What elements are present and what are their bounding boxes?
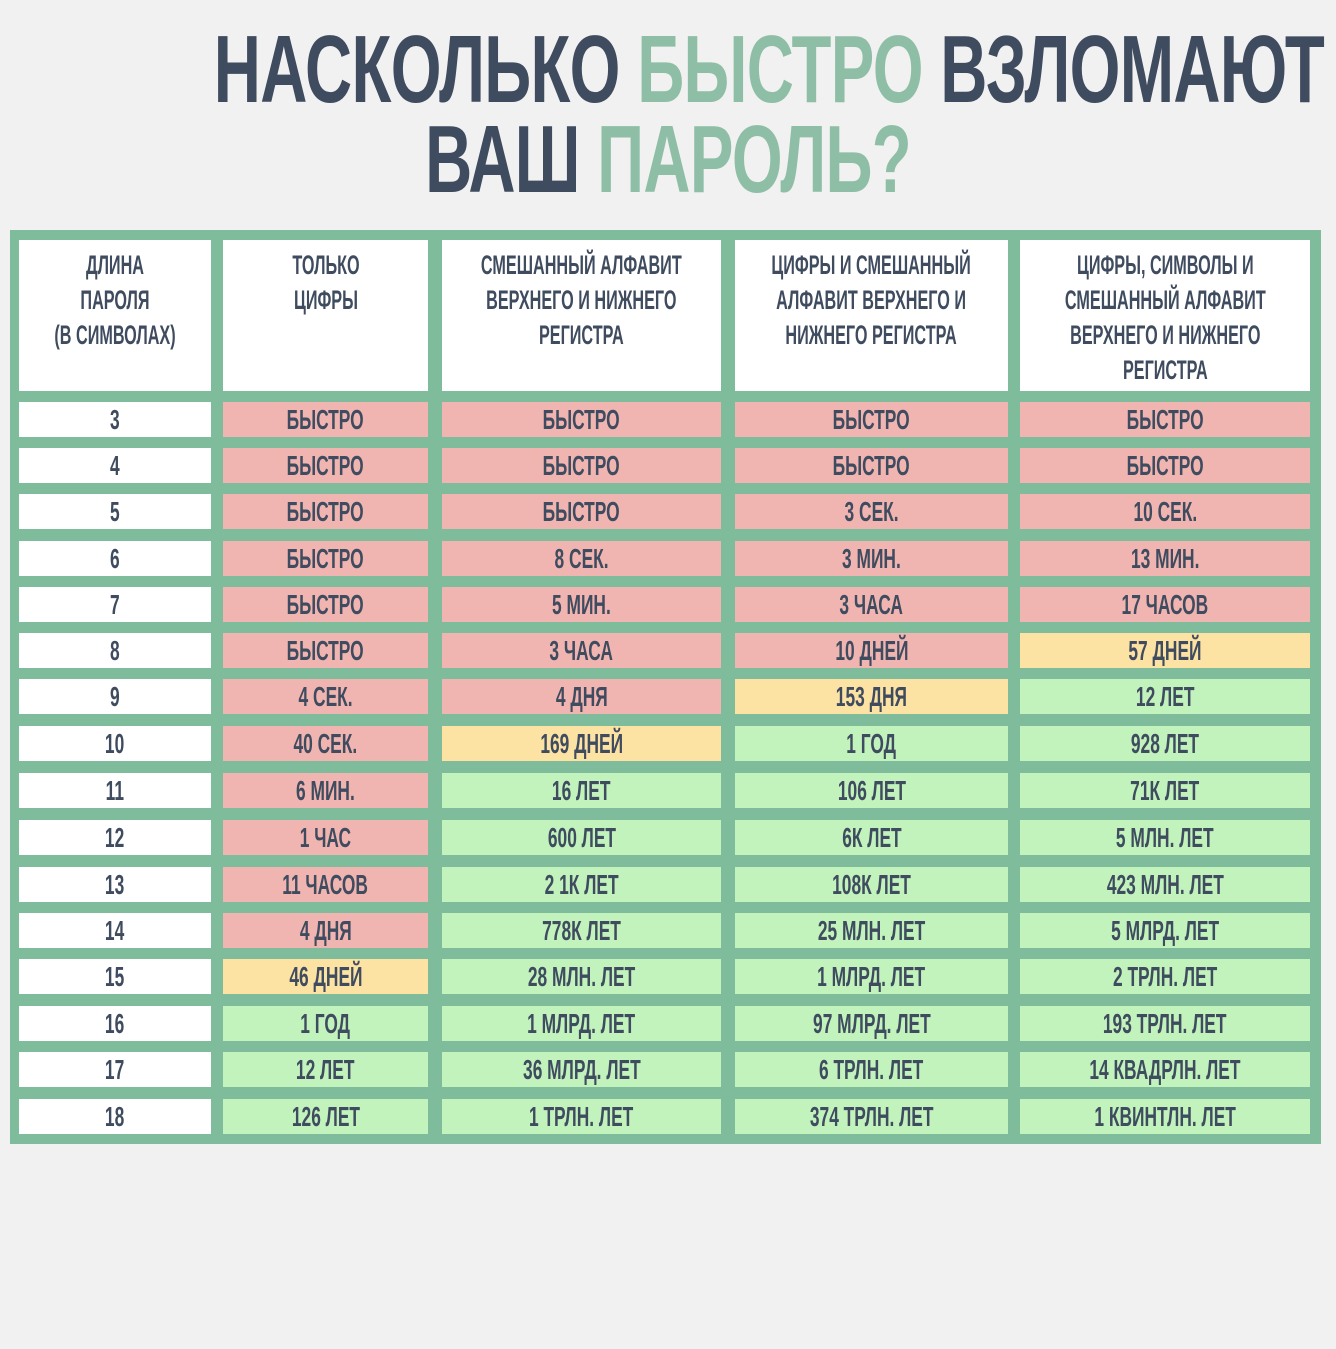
time-value: 3 МИН.	[842, 542, 901, 574]
time-cell-digits-only	[223, 587, 428, 622]
time-value: 374 ТРЛН. ЛЕТ	[809, 1100, 934, 1132]
time-cell-mixed-case	[442, 587, 721, 622]
time-value: БЫСТРО	[286, 634, 365, 666]
time-value: БЫСТРО	[286, 588, 365, 620]
time-value: БЫСТРО	[542, 449, 621, 481]
time-value: БЫСТРО	[1126, 449, 1204, 481]
time-value: 108К ЛЕТ	[832, 868, 911, 900]
time-cell-digits-mixed-case	[735, 726, 1008, 761]
time-cell-digits-symbols-mixed-case	[1020, 1052, 1310, 1087]
length-value: 16	[105, 1007, 125, 1039]
length-cell	[19, 587, 211, 622]
time-cell-mixed-case	[442, 402, 721, 437]
length-cell	[19, 913, 211, 948]
time-value: 778К ЛЕТ	[542, 914, 621, 946]
time-value: БЫСТРО	[832, 403, 911, 435]
time-cell-digits-symbols-mixed-case	[1020, 1099, 1310, 1134]
time-value: 3 ЧАСА	[549, 634, 614, 666]
time-value: 2 ТРЛН. ЛЕТ	[1112, 960, 1218, 992]
time-cell-digits-only	[223, 633, 428, 668]
length-cell	[19, 448, 211, 483]
title-part-1: НАСКОЛЬКО	[213, 16, 638, 123]
time-value: 8 СЕК.	[554, 542, 609, 574]
time-value: 5 МЛН. ЛЕТ	[1116, 821, 1214, 853]
time-value: 40 СЕК.	[293, 727, 358, 759]
time-value: БЫСТРО	[542, 495, 621, 527]
time-cell-digits-only	[223, 773, 428, 808]
time-value: БЫСТРО	[286, 542, 365, 574]
time-value: 6 ТРЛН. ЛЕТ	[819, 1053, 924, 1085]
time-cell-mixed-case	[442, 867, 721, 902]
time-cell-digits-mixed-case	[735, 820, 1008, 855]
title-part-3: ВАШ	[425, 106, 598, 213]
time-value: БЫСТРО	[286, 403, 365, 435]
length-value: 15	[105, 960, 125, 992]
time-value: 17 ЧАСОВ	[1121, 588, 1209, 620]
length-value: 10	[105, 727, 125, 759]
time-cell-digits-symbols-mixed-case	[1020, 820, 1310, 855]
page-title-line-2	[214, 106, 1122, 213]
time-value: 14 КВАДРЛН. ЛЕТ	[1089, 1053, 1241, 1085]
time-value: 5 МЛРД. ЛЕТ	[1110, 914, 1219, 946]
length-cell	[19, 633, 211, 668]
time-value: 3 ЧАСА	[839, 588, 904, 620]
length-value: 3	[110, 403, 120, 435]
length-cell	[19, 820, 211, 855]
time-value: 71К ЛЕТ	[1130, 774, 1200, 806]
time-cell-mixed-case	[442, 913, 721, 948]
time-value: 25 МЛН. ЛЕТ	[817, 914, 926, 946]
time-cell-digits-only	[223, 820, 428, 855]
length-value: 7	[110, 588, 120, 620]
time-cell-digits-only	[223, 867, 428, 902]
header-label: СМЕШАННЫЙ АЛФАВИТ ВЕРХНЕГО И НИЖНЕГО РЕГИСТРА	[481, 250, 682, 350]
time-value: 28 МЛН. ЛЕТ	[527, 960, 636, 992]
time-value: 12 ЛЕТ	[1135, 680, 1195, 712]
header-digits-only	[223, 240, 428, 391]
time-cell-mixed-case	[442, 1099, 721, 1134]
page-title-line-1	[213, 16, 1325, 123]
time-cell-digits-only	[223, 1006, 428, 1041]
time-cell-digits-only	[223, 1099, 428, 1134]
header-label: ЦИФРЫ, СИМВОЛЫ И СМЕШАННЫЙ АЛФАВИТ ВЕРХНЕГО И НИЖНЕГО РЕГИСТРА	[1064, 250, 1266, 385]
length-value: 4	[110, 449, 120, 481]
time-cell-digits-symbols-mixed-case	[1020, 959, 1310, 994]
header-label: ТОЛЬКО ЦИФРЫ	[291, 250, 360, 315]
time-cell-digits-only	[223, 1052, 428, 1087]
header-digits-symbols-mixed-case	[1020, 240, 1310, 391]
time-value: 423 МЛН. ЛЕТ	[1106, 868, 1224, 900]
time-value: 36 МЛРД. ЛЕТ	[522, 1053, 641, 1085]
time-value: 1 МЛРД. ЛЕТ	[527, 1007, 636, 1039]
length-cell	[19, 402, 211, 437]
time-cell-digits-mixed-case	[735, 633, 1008, 668]
time-value: 4 СЕК.	[298, 680, 353, 712]
time-value: 1 ГОД	[300, 1007, 351, 1039]
time-cell-digits-mixed-case	[735, 541, 1008, 576]
length-value: 8	[110, 634, 120, 666]
time-cell-digits-mixed-case	[735, 494, 1008, 529]
time-cell-mixed-case	[442, 633, 721, 668]
time-value: 600 ЛЕТ	[547, 821, 616, 853]
header-mixed-case	[442, 240, 721, 391]
time-value: 6К ЛЕТ	[841, 821, 902, 853]
time-cell-digits-mixed-case	[735, 913, 1008, 948]
time-value: БЫСТРО	[542, 403, 621, 435]
time-cell-digits-mixed-case	[735, 402, 1008, 437]
time-cell-digits-symbols-mixed-case	[1020, 587, 1310, 622]
time-cell-mixed-case	[442, 494, 721, 529]
time-cell-digits-symbols-mixed-case	[1020, 1006, 1310, 1041]
time-value: 2 1К ЛЕТ	[544, 868, 619, 900]
time-cell-digits-symbols-mixed-case	[1020, 867, 1310, 902]
length-cell	[19, 494, 211, 529]
length-cell	[19, 1052, 211, 1087]
length-value: 5	[110, 495, 120, 527]
time-value: БЫСТРО	[832, 449, 911, 481]
length-cell	[19, 541, 211, 576]
length-value: 18	[105, 1100, 125, 1132]
length-value: 6	[110, 542, 120, 574]
time-cell-digits-mixed-case	[735, 1099, 1008, 1134]
time-value: 106 ЛЕТ	[837, 774, 906, 806]
time-cell-digits-symbols-mixed-case	[1020, 679, 1310, 714]
time-cell-mixed-case	[442, 448, 721, 483]
time-cell-digits-only	[223, 726, 428, 761]
length-value: 14	[105, 914, 125, 946]
time-cell-digits-mixed-case	[735, 1006, 1008, 1041]
time-cell-digits-mixed-case	[735, 1052, 1008, 1087]
time-cell-mixed-case	[442, 959, 721, 994]
time-cell-digits-symbols-mixed-case	[1020, 773, 1310, 808]
length-cell	[19, 1099, 211, 1134]
time-value: 928 ЛЕТ	[1130, 727, 1200, 759]
time-cell-digits-symbols-mixed-case	[1020, 913, 1310, 948]
length-cell	[19, 867, 211, 902]
time-cell-digits-symbols-mixed-case	[1020, 402, 1310, 437]
time-value: 16 ЛЕТ	[552, 774, 611, 806]
title-part-2: ВЗЛОМАЮТ	[922, 16, 1325, 123]
time-cell-digits-only	[223, 959, 428, 994]
time-value: 5 МИН.	[552, 588, 611, 620]
time-cell-mixed-case	[442, 773, 721, 808]
time-value: 1 ТРЛН. ЛЕТ	[529, 1100, 634, 1132]
time-value: 169 ДНЕЙ	[540, 727, 623, 759]
length-cell	[19, 959, 211, 994]
length-cell	[19, 726, 211, 761]
time-value: 1 МЛРД. ЛЕТ	[817, 960, 926, 992]
time-value: 10 СЕК.	[1133, 495, 1197, 527]
time-cell-mixed-case	[442, 679, 721, 714]
time-cell-digits-only	[223, 679, 428, 714]
header-label: ДЛИНА ПАРОЛЯ (В СИМВОЛАХ)	[54, 250, 176, 350]
time-value: БЫСТРО	[286, 449, 365, 481]
header-label: ЦИФРЫ И СМЕШАННЫЙ АЛФАВИТ ВЕРХНЕГО И НИЖНЕГО РЕГИСТРА	[771, 250, 972, 350]
time-value: 10 ДНЕЙ	[834, 634, 909, 666]
time-cell-digits-mixed-case	[735, 867, 1008, 902]
time-cell-digits-mixed-case	[735, 773, 1008, 808]
time-value: 97 МЛРД. ЛЕТ	[812, 1007, 931, 1039]
time-cell-digits-only	[223, 494, 428, 529]
time-cell-digits-only	[223, 913, 428, 948]
length-value: 13	[105, 868, 125, 900]
time-cell-digits-symbols-mixed-case	[1020, 541, 1310, 576]
time-cell-digits-symbols-mixed-case	[1020, 726, 1310, 761]
time-value: 153 ДНЯ	[835, 680, 908, 712]
time-cell-digits-symbols-mixed-case	[1020, 633, 1310, 668]
length-value: 17	[105, 1053, 125, 1085]
time-value: 4 ДНЯ	[299, 914, 352, 946]
length-cell	[19, 679, 211, 714]
time-value: 11 ЧАСОВ	[282, 868, 369, 900]
time-cell-digits-mixed-case	[735, 959, 1008, 994]
length-cell	[19, 1006, 211, 1041]
time-value: 12 ЛЕТ	[296, 1053, 355, 1085]
time-value: 13 МИН.	[1130, 542, 1200, 574]
time-cell-mixed-case	[442, 1006, 721, 1041]
time-value: 46 ДНЕЙ	[288, 960, 363, 992]
time-cell-digits-symbols-mixed-case	[1020, 448, 1310, 483]
time-value: 3 СЕК.	[844, 495, 899, 527]
time-value: 6 МИН.	[296, 774, 355, 806]
time-cell-digits-symbols-mixed-case	[1020, 494, 1310, 529]
time-cell-digits-mixed-case	[735, 587, 1008, 622]
header-digits-mixed-case	[735, 240, 1008, 391]
title-accent-password: ПАРОЛЬ?	[597, 106, 911, 213]
time-cell-digits-mixed-case	[735, 448, 1008, 483]
time-cell-digits-mixed-case	[735, 679, 1008, 714]
time-value: 57 ДНЕЙ	[1128, 634, 1202, 666]
time-value: 1 ГОД	[846, 727, 897, 759]
length-value: 12	[105, 821, 125, 853]
time-value: 193 ТРЛН. ЛЕТ	[1103, 1007, 1227, 1039]
time-value: БЫСТРО	[1126, 403, 1204, 435]
time-cell-digits-only	[223, 541, 428, 576]
time-cell-mixed-case	[442, 1052, 721, 1087]
time-value: 1 ЧАС	[299, 821, 352, 853]
time-value: 4 ДНЯ	[555, 680, 608, 712]
time-cell-mixed-case	[442, 820, 721, 855]
header-length	[19, 240, 211, 391]
time-cell-mixed-case	[442, 541, 721, 576]
time-cell-digits-only	[223, 402, 428, 437]
length-value: 11	[105, 774, 125, 806]
time-value: БЫСТРО	[286, 495, 365, 527]
length-value: 9	[110, 680, 120, 712]
password-crack-table	[10, 230, 1321, 1144]
time-cell-digits-only	[223, 448, 428, 483]
length-cell	[19, 773, 211, 808]
time-value: 1 КВИНТЛН. ЛЕТ	[1094, 1100, 1236, 1132]
time-cell-mixed-case	[442, 726, 721, 761]
time-value: 126 ЛЕТ	[291, 1100, 360, 1132]
title-accent-fast: БЫСТРО	[637, 16, 923, 123]
